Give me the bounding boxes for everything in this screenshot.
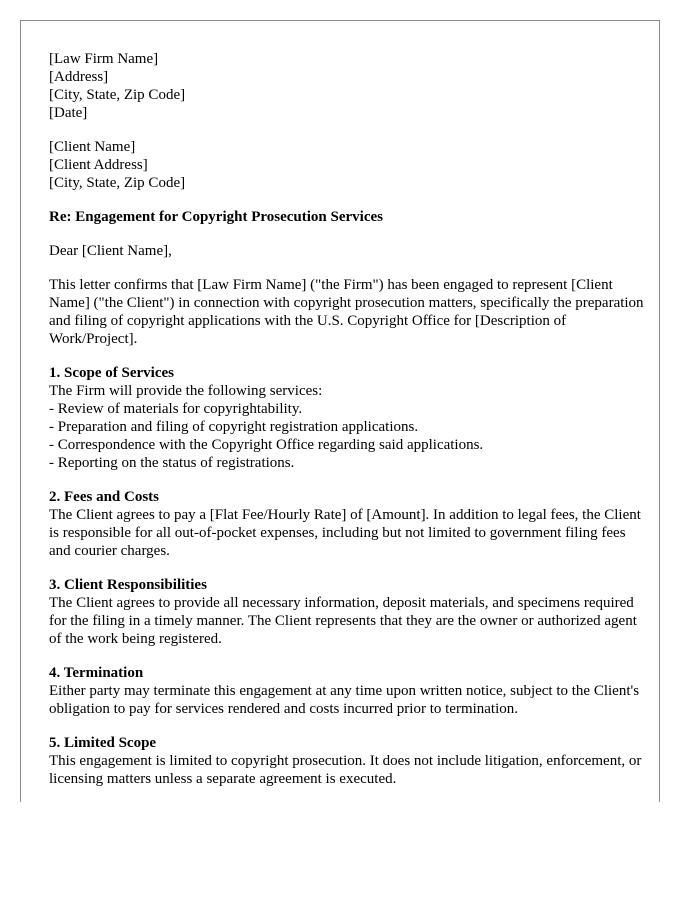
section-termination bbox=[49, 664, 649, 718]
recipient-client-name: [Client Name] bbox=[49, 139, 136, 155]
intro-paragraph: This letter confirms that [Law Firm Name] ("the Firm") has been engaged to represent [Client Name] ("the Client") in connection with copyright prosecution matters, specifically the preparation and filing of copyright applications with the U.S. Copyright Office for [Description of Work/Project]. bbox=[49, 277, 644, 347]
salutation: Dear [Client Name], bbox=[49, 243, 172, 259]
sender-address: [Address] bbox=[49, 69, 109, 85]
section-body: Either party may terminate this engagement at any time upon written notice, subject to the Client's obligation to pay for services rendered and costs incurred prior to termination. bbox=[49, 683, 640, 717]
section-limited-scope bbox=[49, 734, 649, 788]
list-item: - Review of materials for copyrightability. bbox=[49, 401, 303, 417]
sender-city-state-zip: [City, State, Zip Code] bbox=[49, 87, 186, 103]
recipient-city-state-zip: [City, State, Zip Code] bbox=[49, 175, 186, 191]
section-responsibilities bbox=[49, 576, 649, 648]
letter-date: [Date] bbox=[49, 105, 88, 121]
section-heading: 1. Scope of Services bbox=[49, 365, 174, 381]
section-heading: 5. Limited Scope bbox=[49, 735, 157, 751]
recipient-client-address: [Client Address] bbox=[49, 157, 148, 173]
letter-page bbox=[20, 20, 660, 802]
section-heading: 4. Termination bbox=[49, 665, 144, 681]
letter-content bbox=[49, 50, 649, 804]
list-item: - Preparation and filing of copyright registration applications. bbox=[49, 419, 419, 435]
list-item: - Reporting on the status of registrations. bbox=[49, 455, 295, 471]
section-body: The Client agrees to pay a [Flat Fee/Hourly Rate] of [Amount]. In addition to legal fees, the Client is responsible for all out-of-pocket expenses, including but not limited to government filing fees and courier charges. bbox=[49, 507, 641, 559]
recipient-block bbox=[49, 138, 649, 192]
section-heading: 2. Fees and Costs bbox=[49, 489, 160, 505]
subject-line: Re: Engagement for Copyright Prosecution Services bbox=[49, 209, 383, 225]
sender-firm-name: [Law Firm Name] bbox=[49, 51, 159, 67]
section-lead: The Firm will provide the following services: bbox=[49, 383, 323, 399]
section-body: This engagement is limited to copyright prosecution. It does not include litigation, enforcement, or licensing matters unless a separate agreement is executed. bbox=[49, 753, 642, 787]
section-scope bbox=[49, 364, 649, 472]
section-body: The Client agrees to provide all necessary information, deposit materials, and specimens required for the filing in a timely manner. The Client represents that they are the owner or authorized agent of the work being registered. bbox=[49, 595, 637, 647]
sender-block bbox=[49, 50, 649, 122]
section-heading: 3. Client Responsibilities bbox=[49, 577, 207, 593]
section-fees bbox=[49, 488, 649, 560]
list-item: - Correspondence with the Copyright Office regarding said applications. bbox=[49, 437, 484, 453]
